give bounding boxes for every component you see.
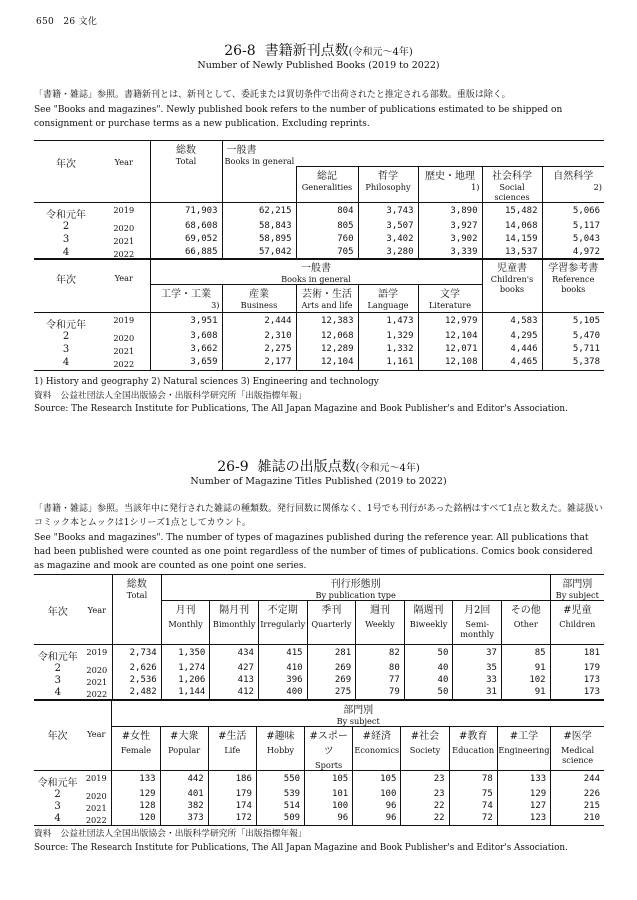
table-cell: 2,177 [222,357,296,370]
row-year: 2020 [85,791,107,801]
table-cell: 71,903 [150,202,222,221]
table-26-8-title [0,40,637,60]
table-cell: 5,711 [542,344,604,357]
header-column [307,601,356,645]
table-cell: 442 [160,771,208,790]
table-row [34,234,604,247]
header-business: 産業 Business [222,285,296,313]
table-cell: 5,043 [542,234,604,247]
table-cell: 4,972 [542,247,604,260]
header-column [550,601,604,645]
table-cell: 3,339 [418,247,482,260]
table-cell: 3,662 [150,344,222,357]
header-column-en: Biweekly [409,619,448,629]
row-year: 2022 [98,247,150,260]
table-26-8-source-en: Source: The Research Institute for Publications, The All Japan Magazine and Book Publisher's and Editor's Association. [34,404,568,414]
table-cell: 427 [210,663,259,675]
table-cell: 5,117 [542,221,604,234]
header-column-en: Weekly [365,619,395,629]
table-cell: 281 [307,645,356,664]
table-cell: 31 [453,687,502,700]
table-number: 26-8 [224,43,256,59]
table-cell: 96 [305,813,353,826]
table-row [34,771,604,790]
header-column [404,601,453,645]
header-column [401,727,449,771]
header-column [353,727,401,771]
header-subject: 部門別 By subject [112,701,604,727]
header-column [305,727,353,771]
table-cell: 509 [256,813,304,826]
table-cell: 91 [501,687,550,700]
row-era: 3 [54,675,61,686]
header-column-jp: #経済 [362,731,392,742]
table-26-9-part1 [34,574,604,700]
table-cell: 14,068 [482,221,542,234]
table-cell: 2,536 [113,675,162,687]
table-cell: 14,159 [482,234,542,247]
table-cell: 226 [551,789,604,801]
header-column-en: Bimonthly [212,619,256,629]
table-cell: 269 [307,675,356,687]
header-column-en: Society [409,745,441,755]
table-cell: 129 [497,789,550,801]
header-column [258,601,307,645]
table-cell: 12,104 [296,357,358,370]
table-cell: 3,951 [150,313,222,332]
header-column-jp: #生活 [218,731,247,742]
header-column-jp: #社会 [410,731,440,742]
header-column-jp: 隔週刊 [413,605,444,616]
table-26-8-part1 [34,140,604,260]
table-row [34,331,604,344]
table-cell: 35 [453,663,502,675]
table-cell: 50 [404,687,453,700]
table-row [34,344,604,357]
table-cell: 3,402 [358,234,418,247]
header-column [210,601,259,645]
table-cell: 415 [258,645,307,664]
header-literature: 文学 Literature [418,285,482,313]
row-era: 3 [62,233,70,245]
table-cell: 2,482 [113,687,162,700]
table-cell: 412 [210,687,259,700]
table-cell: 1,350 [161,645,210,664]
table-cell: 12,104 [418,331,482,344]
table-cell: 275 [307,687,356,700]
header-column-jp: 季刊 [321,605,342,616]
header-year-jp: 年次 [34,701,81,771]
header-column-jp: 月刊 [175,605,196,616]
table-row [34,202,604,221]
row-era: 4 [34,357,98,370]
table-cell: 120 [112,813,160,826]
table-cell: 129 [112,789,160,801]
table-cell: 123 [497,813,550,826]
header-column-en: Life [224,745,241,755]
table-cell: 100 [305,801,353,813]
table-cell: 3,608 [150,331,222,344]
table-cell: 77 [356,675,405,687]
row-year: 2019 [85,773,107,783]
table-cell: 101 [305,789,353,801]
row-era: 4 [34,247,98,260]
table-cell: 37 [453,645,502,664]
header-column-jp: #医学 [563,731,592,742]
table-cell: 1,329 [358,331,418,344]
table-cell: 173 [550,687,604,700]
table-cell: 3,927 [418,221,482,234]
table-cell: 3,890 [418,202,482,221]
header-year-en: Year [98,259,150,313]
table-cell: 68,608 [150,221,222,234]
table-cell: 1,274 [161,663,210,675]
table-26-9-source-jp: 資料 公益社団法人全国出版協会・出版科学研究所「出版指標年報」 [34,829,307,839]
table-cell: 210 [551,813,604,826]
table-cell: 82 [356,645,405,664]
header-column-en: Irregularly [260,619,306,629]
table-cell: 434 [210,645,259,664]
table-cell: 66,885 [150,247,222,260]
row-era: 令和元年 [46,209,86,221]
header-column [449,727,497,771]
header-column-jp: #大衆 [169,731,199,742]
header-subject: 部門別 By subject [550,575,604,601]
table-cell: 1,473 [358,313,418,332]
header-year-en: Year [82,575,113,645]
table-row [34,789,604,801]
row-year: 2019 [86,647,108,657]
table-cell: 410 [258,663,307,675]
header-column-en: Female [120,745,152,755]
table-row [34,357,604,370]
table-26-9-subtitle: Number of Magazine Titles Published (2019 to 2022) [190,476,447,487]
table-cell: 128 [112,801,160,813]
row-year: 2021 [85,803,107,813]
table-cell: 80 [356,663,405,675]
header-column-en: Semi-monthly [460,619,495,639]
table-cell: 58,843 [222,221,296,234]
table-cell: 100 [353,789,401,801]
table-cell: 244 [551,771,604,790]
row-year: 2021 [113,346,135,356]
table-cell: 172 [208,813,256,826]
header-column-jp: その他 [510,605,541,616]
header-column-jp: #工学 [509,731,539,742]
table-cell: 760 [296,234,358,247]
header-column-jp: #児童 [563,605,592,616]
title-paren: (令和元～4年) [348,47,413,58]
table-cell: 2,734 [113,645,162,664]
header-total: 総数 Total [113,575,162,645]
table-cell: 1,144 [161,687,210,700]
table-26-8-source-jp: 資料 公益社団法人全国出版協会・出版科学研究所「出版指標年報」 [34,391,307,401]
title-jp: 書籍新刊点数 [264,43,349,59]
table-26-9-title [0,456,637,476]
header-total: 総数 Total [150,141,222,203]
table-cell: 804 [296,202,358,221]
header-history-geography: 歴史・地理 1) [418,166,482,202]
header-arts-life: 芸術・生活 Arts and life [296,285,358,313]
table-cell: 13,537 [482,247,542,260]
header-year-en: Year [81,701,112,771]
header-childrens-books: 児童書 Children's books [482,259,542,313]
table-cell: 705 [296,247,358,260]
table-cell: 3,659 [150,357,222,370]
header-social-sciences: 社会科学 Social sciences [482,166,542,202]
header-column [497,727,550,771]
table-cell: 3,507 [358,221,418,234]
table-26-8-note-jp: 「書籍・雑誌」参照。書籍新刊とは、新刊として、委託または買切条件で出荷されたと推定される部数。重版は除く。 [34,90,511,100]
row-era: 3 [62,344,70,355]
table-cell: 5,105 [542,313,604,332]
table-cell: 186 [208,771,256,790]
table-cell: 4,465 [482,357,542,370]
header-natural-sciences: 自然科学 2) [542,166,604,202]
table-number: 26-9 [217,459,249,475]
header-column-en: Engineering [498,745,550,755]
header-engineering: 工学・工業 3) [150,285,222,313]
table-cell: 401 [160,789,208,801]
title-jp: 雑誌の出版点数 [257,459,356,475]
table-cell: 57,042 [222,247,296,260]
table-cell: 12,108 [418,357,482,370]
row-era: 令和元年 [37,652,78,663]
table-cell: 69,052 [150,234,222,247]
table-cell: 514 [256,801,304,813]
header-column-en: Economics [354,745,400,755]
table-cell: 2,275 [222,344,296,357]
table-cell: 133 [112,771,160,790]
row-era: 2 [62,331,70,342]
row-year: 2020 [113,222,135,233]
header-publication-type: 刊行形態別 By publication type [161,575,550,601]
table-cell: 74 [449,801,497,813]
table-26-9-note-en: See "Books and magazines". The number of types of magazines published during the reference year. All publications that had been published were counted as one point regardless of the number of times of publications. Comics book considered as magazine and mook are counted as one point one series. [34,533,593,571]
table-row [34,313,604,332]
table-cell: 133 [497,771,550,790]
header-column-jp: #教育 [458,731,488,742]
table-cell: 23 [401,771,449,790]
table-cell: 174 [208,801,256,813]
table-cell: 50 [404,645,453,664]
row-year: 2021 [113,235,135,246]
table-cell: 4,446 [482,344,542,357]
table-cell: 1,161 [358,357,418,370]
header-philosophy: 哲学 Philosophy [358,166,418,202]
table-row [34,813,604,826]
header-column-en: Medical science [560,745,595,765]
row-era: 4 [34,687,82,700]
table-cell: 40 [404,675,453,687]
header-column-jp: 月2回 [463,605,491,616]
table-cell: 382 [160,801,208,813]
table-cell: 3,280 [358,247,418,260]
table-26-8-footnote: 1) History and geography 2) Natural sciences 3) Engineering and technology [34,377,379,387]
table-cell: 15,482 [482,202,542,221]
table-row [34,221,604,234]
table-row [34,687,604,700]
table-cell: 102 [501,675,550,687]
header-column [356,601,405,645]
table-cell: 805 [296,221,358,234]
table-cell: 215 [551,801,604,813]
header-column-jp: 隔月刊 [219,605,250,616]
header-general: 一般書 Books in general [150,259,482,285]
row-year: 2019 [113,315,135,325]
header-column-jp: 週刊 [369,605,390,616]
table-26-9-note-jp: 「書籍・雑誌」参照。当該年中に発行された雑誌の種類数。発行回数に関係なく、1号でも刊行があった銘柄はすべて1点と数えた。雑誌扱いコミック本とムックは1シリーズ1点としてカウント。 [34,504,604,528]
table-row [34,663,604,675]
header-year-jp: 年次 [34,575,82,645]
table-cell: 22 [401,813,449,826]
table-cell: 4,295 [482,331,542,344]
header-column [160,727,208,771]
table-cell: 179 [208,789,256,801]
table-cell: 12,289 [296,344,358,357]
table-cell: 179 [550,663,604,675]
header-generalities: 総記 Generalities [296,166,358,202]
header-column-en: Popular [168,745,201,755]
row-era: 2 [54,663,61,674]
header-column-jp: #女性 [121,731,151,742]
row-year: 2019 [113,204,135,215]
table-cell: 72 [449,813,497,826]
table-26-9-source-en: Source: The Research Institute for Publications, The All Japan Magazine and Book Publisher's and Editor's Association. [34,843,568,853]
table-26-9-part2 [34,700,604,826]
table-cell: 75 [449,789,497,801]
table-cell: 269 [307,663,356,675]
table-cell: 12,383 [296,313,358,332]
table-cell: 58,895 [222,234,296,247]
row-year: 2022 [81,813,112,826]
row-year: 2022 [82,687,113,700]
header-column [551,727,604,771]
table-cell: 2,626 [113,663,162,675]
header-year-jp: 年次 [34,141,98,203]
table-cell: 23 [401,789,449,801]
header-reference-books: 学習参考書 Reference books [542,259,604,313]
row-year: 2020 [86,665,108,675]
table-cell: 1,332 [358,344,418,357]
table-row [34,675,604,687]
table-cell: 40 [404,663,453,675]
table-row [34,801,604,813]
table-cell: 1,206 [161,675,210,687]
table-cell: 79 [356,687,405,700]
header-column-en: Education [452,745,495,755]
title-paren: (令和元～4年) [355,463,420,474]
row-era: 2 [54,789,61,800]
header-column-en: Children [559,619,596,629]
table-cell: 2,310 [222,331,296,344]
table-cell: 12,068 [296,331,358,344]
header-column [161,601,210,645]
table-cell: 396 [258,675,307,687]
row-era: 令和元年 [46,320,86,331]
header-column-en: Quarterly [311,619,352,629]
table-cell: 33 [453,675,502,687]
header-general: 一般書 [222,141,296,157]
row-era: 4 [34,813,81,826]
header-column-jp: #趣味 [266,731,295,742]
header-column [112,727,160,771]
header-language: 語学 Language [358,285,418,313]
table-cell: 413 [210,675,259,687]
table-cell: 22 [401,801,449,813]
table-cell: 96 [353,801,401,813]
header-column-en: Other [513,619,538,629]
header-year-jp: 年次 [34,259,98,313]
header-column-jp: 不定期 [267,605,298,616]
table-cell: 173 [550,675,604,687]
header-column-en: Monthly [168,619,203,629]
table-cell: 2,444 [222,313,296,332]
row-year: 2020 [113,333,135,343]
table-cell: 62,215 [222,202,296,221]
table-cell: 4,583 [482,313,542,332]
header-column-en: Hobby [266,745,295,755]
table-cell: 91 [501,663,550,675]
table-cell: 3,743 [358,202,418,221]
table-26-8-subtitle: Number of Newly Published Books (2019 to 2022) [197,60,440,71]
table-cell: 400 [258,687,307,700]
table-cell: 78 [449,771,497,790]
table-cell: 127 [497,801,550,813]
table-cell: 5,066 [542,202,604,221]
row-year: 2022 [98,357,150,370]
table-cell: 5,470 [542,331,604,344]
table-cell: 105 [353,771,401,790]
table-cell: 373 [160,813,208,826]
row-year: 2021 [86,677,108,687]
table-row [34,645,604,664]
table-cell: 550 [256,771,304,790]
table-cell: 85 [501,645,550,664]
row-era: 令和元年 [37,778,78,789]
running-head: 650 26 文化 [36,17,98,27]
table-cell: 181 [550,645,604,664]
header-column-jp: #スポーツ [309,731,348,757]
table-cell: 5,378 [542,357,604,370]
table-cell: 12,071 [418,344,482,357]
table-26-8-note-en: See "Books and magazines". Newly published book refers to the number of publications estimated to be shipped on consignment or purchase terms as a new publication. Excluding reprints. [34,105,563,129]
header-year-en: Year [98,141,150,203]
header-column [453,601,502,645]
row-era: 3 [54,801,61,812]
row-era: 2 [62,220,70,232]
header-column-en: Sports [315,760,343,770]
table-cell: 3,902 [418,234,482,247]
header-column [256,727,304,771]
table-cell: 96 [353,813,401,826]
table-cell: 12,979 [418,313,482,332]
table-cell: 105 [305,771,353,790]
header-general-en: Books in general [222,156,296,166]
header-column [501,601,550,645]
table-26-8-part2 [34,258,604,371]
table-cell: 539 [256,789,304,801]
header-column [208,727,256,771]
